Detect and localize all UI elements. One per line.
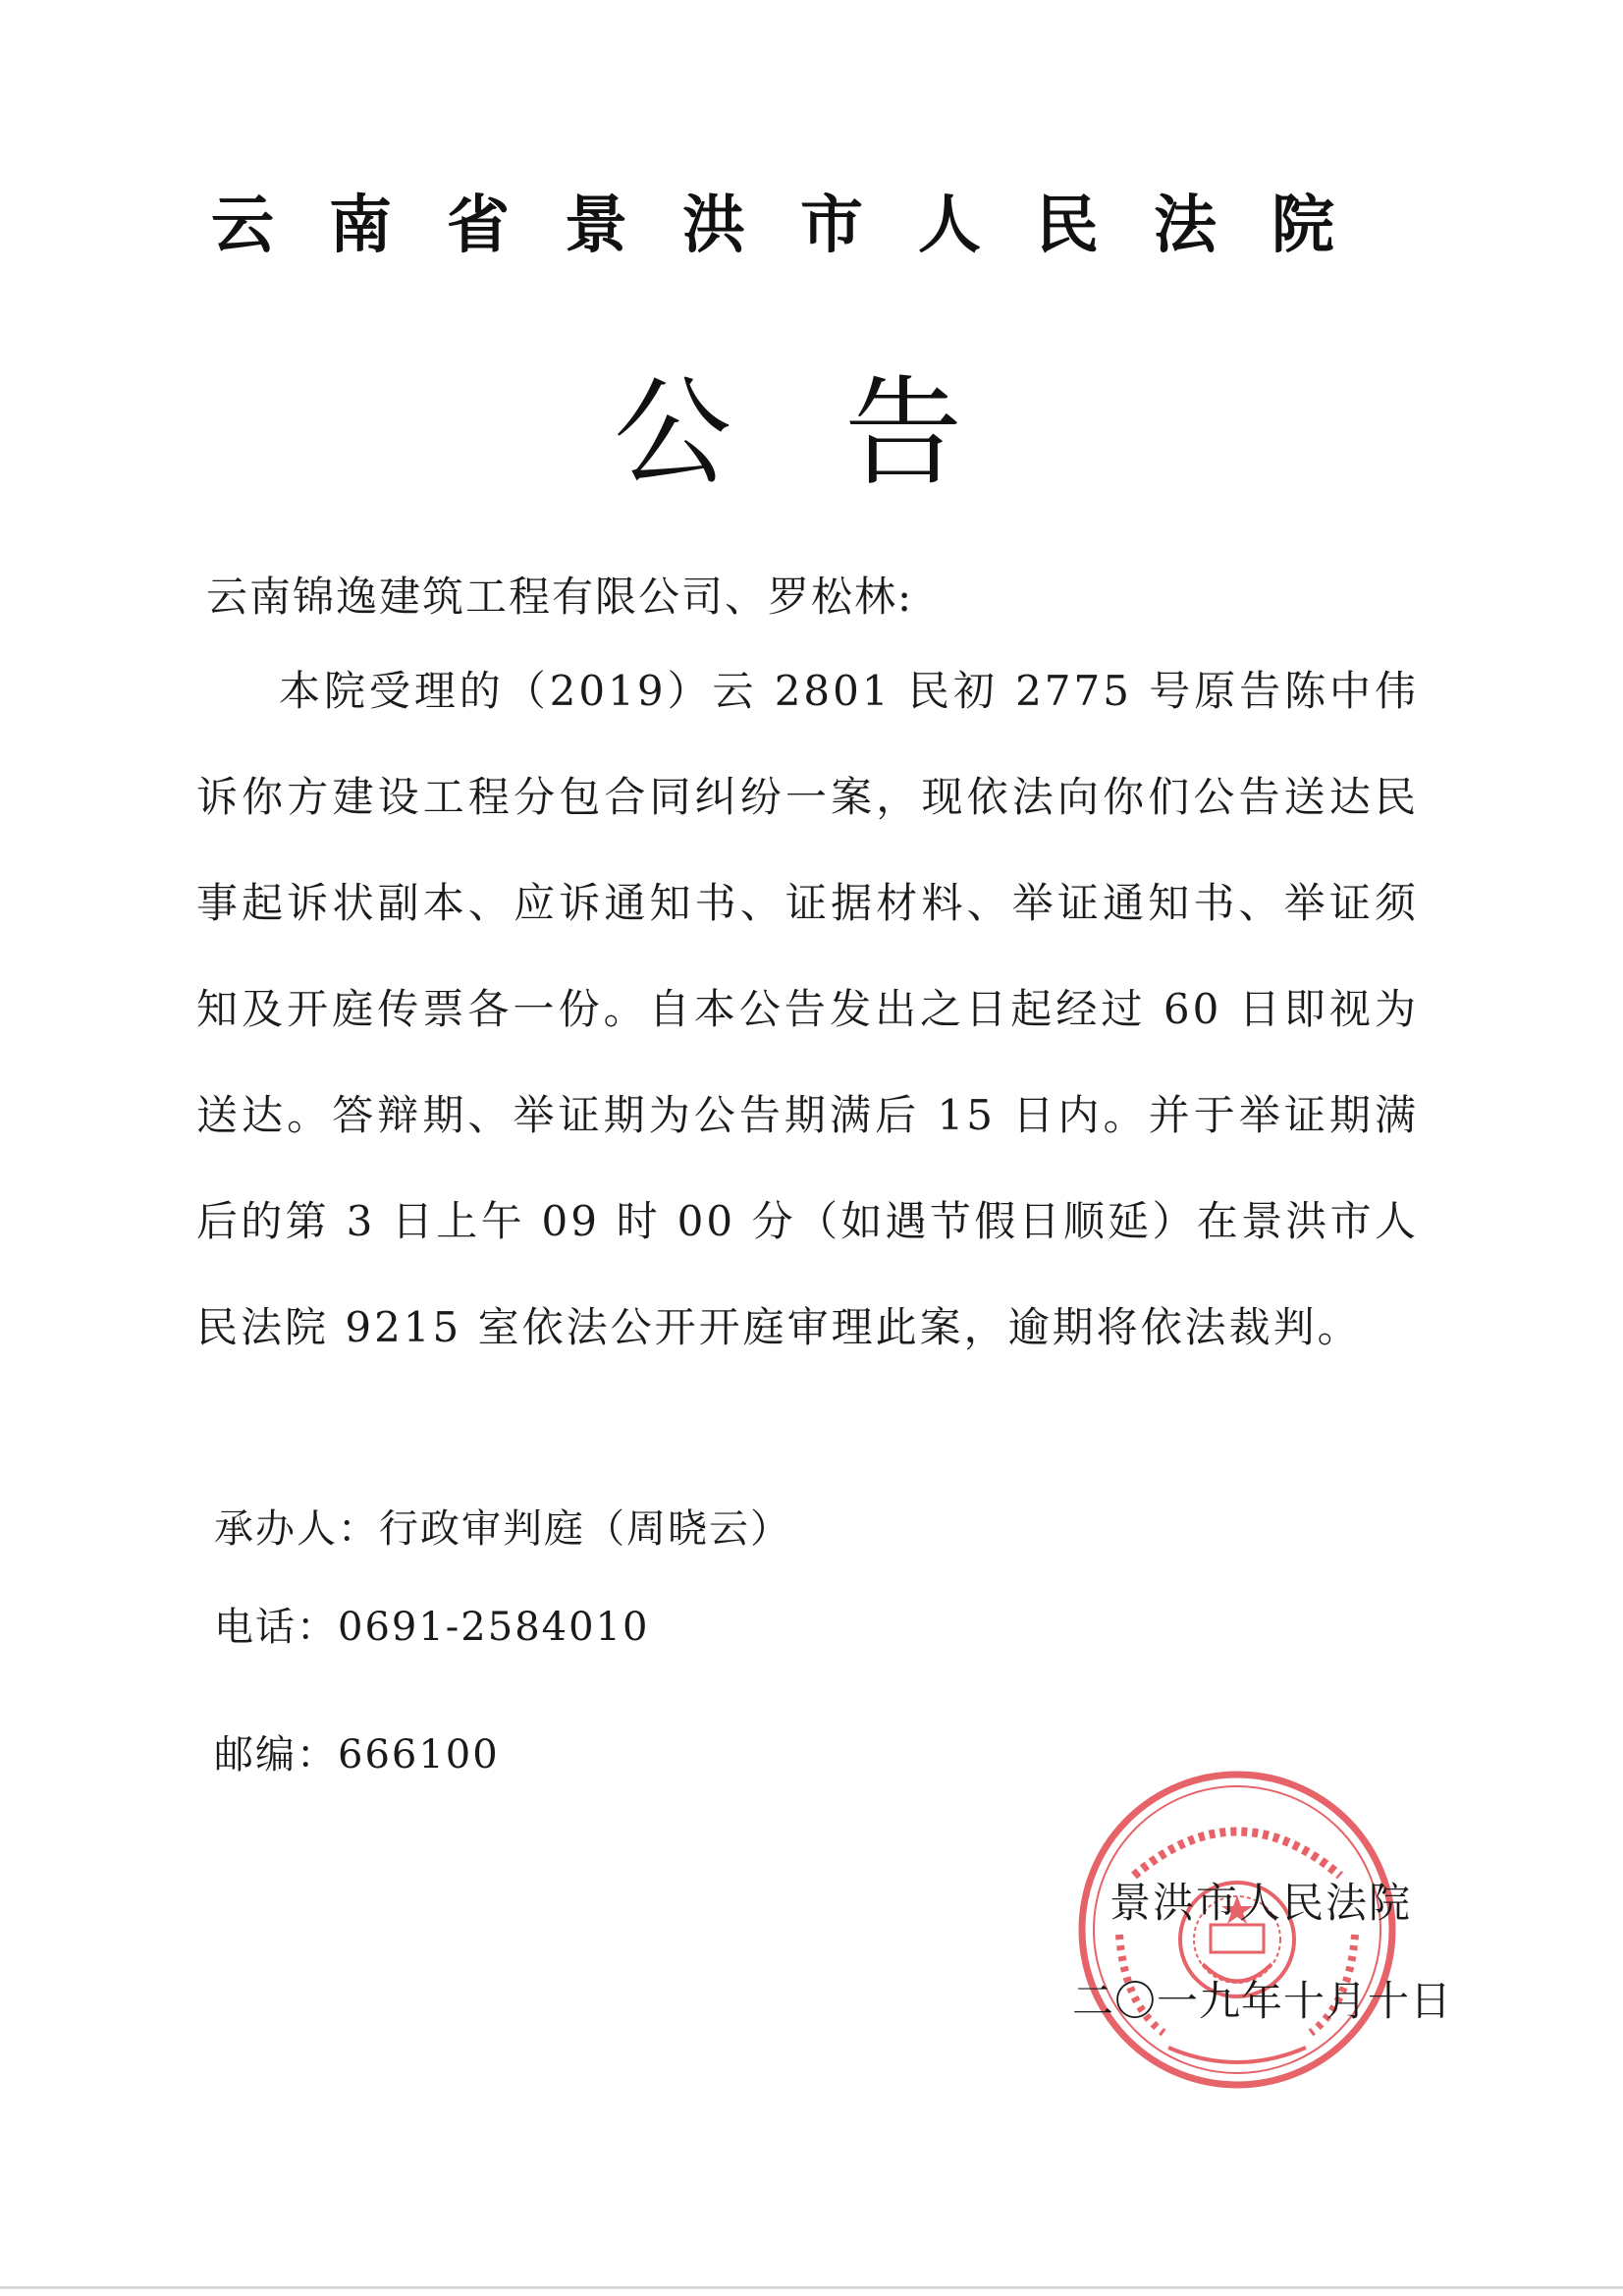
addressee-line: 云南锦逸建筑工程有限公司、罗松林: bbox=[206, 573, 914, 621]
phone-line: 电话：0691-2584010 bbox=[214, 1605, 650, 1650]
page-bottom-edge bbox=[0, 2286, 1623, 2289]
signing-date: 二〇一九年十月十日 bbox=[1072, 1977, 1453, 2025]
postcode-line: 邮编：666100 bbox=[214, 1732, 500, 1777]
court-name-heading: 云南省景洪市人民法院 bbox=[211, 190, 1389, 262]
court-seal-stamp bbox=[1075, 1768, 1399, 2092]
signing-court-name: 景洪市人民法院 bbox=[1109, 1879, 1413, 1927]
document-title: 公告 bbox=[614, 365, 1075, 502]
notice-body-paragraph: 本院受理的（2019）云 2801 民初 2775 号原告陈中伟诉你方建设工程分包合同纠纷一案，现依法向你们公告送达民事起诉状副本、应诉通知书、证据材料、举证通知书、举证须知及开庭传票各一份。自本公告发出之日起经过 60 日即视为送达。答辩期、举证期为公告期满后 15 日内。并于举证期满后的第 3 日上午 09 时 00 分（如遇节假日顺延）在景洪市人民法院 9215 室依法公开开庭审理此案，逾期将依法裁判。 bbox=[196, 667, 1419, 1351]
case-handler-line: 承办人：行政审判庭（周晓云） bbox=[214, 1506, 791, 1552]
